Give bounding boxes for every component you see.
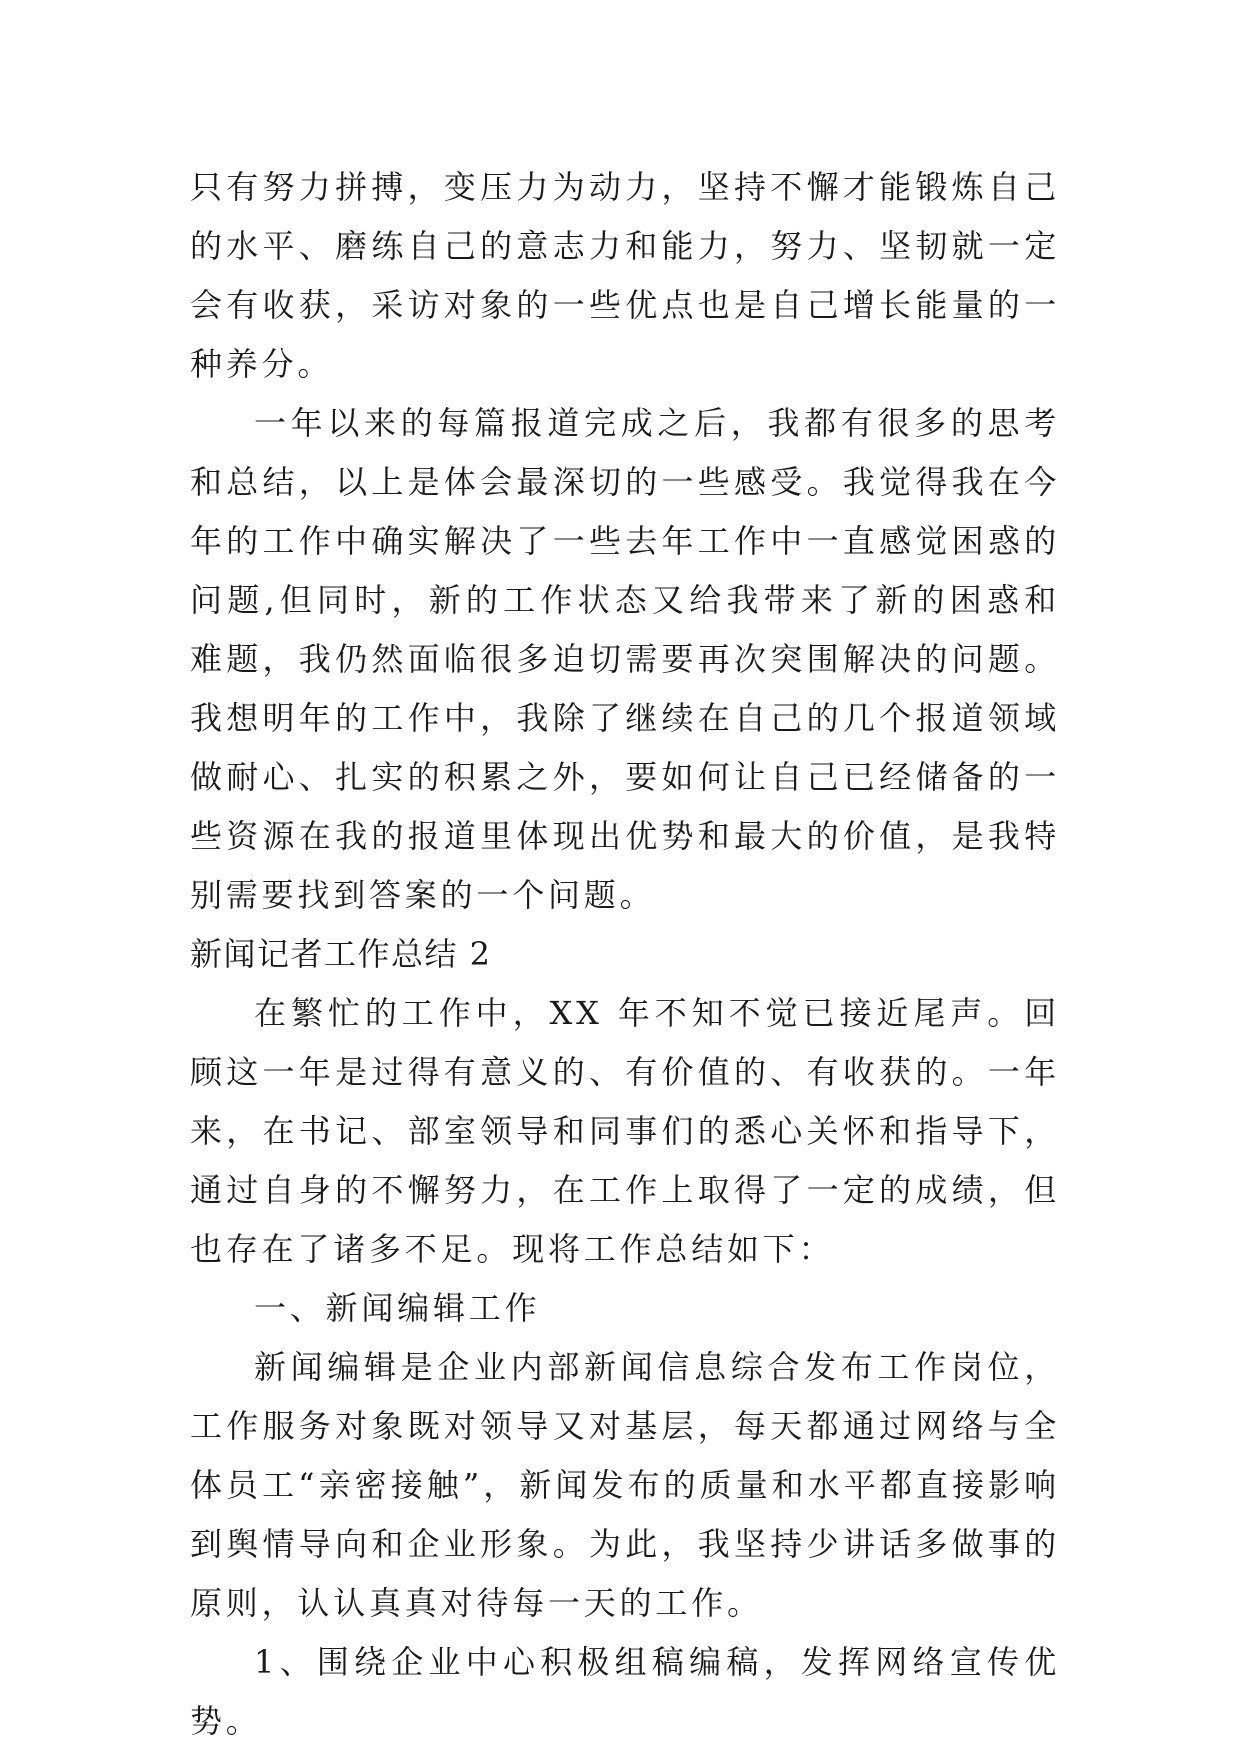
paragraph-reflection: 一年以来的每篇报道完成之后，我都有很多的思考和总结，以上是体会最深切的一些感受。我觉得我在今年的工作中确实解决了一些去年工作中一直感觉困惑的问题,但同时，新的工作状态又给我带来了新的困惑和难题，我仍然面临很多迫切需要再次突围解决的问题。我想明年的工作中，我除了继续在自己的几个报道领域做耐心、扎实的积累之外，要如何让自己已经储备的一些资源在我的报道里体现出优势和最大的价值，是我特别需要找到答案的一个问题。 <box>190 404 1060 914</box>
section-title: 新闻记者工作总结 2 <box>190 935 492 973</box>
paragraph-news-editing: 新闻编辑是企业内部新闻信息综合发布工作岗位，工作服务对象既对领导又对基层，每天都通过网络与全体员工“亲密接触”，新闻发布的质量和水平都直接影响到舆情导向和企业形象。为此，我坚持少讲话多做事的原则，认认真真对待每一天的工作。 <box>190 1348 1060 1622</box>
paragraph-intro: 在繁忙的工作中，XX 年不知不觉已接近尾声。回顾这一年是过得有意义的、有价值的、有收获的。一年来，在书记、部室领导和同事们的悉心关怀和指导下，通过自身的不懈努力，在工作上取得了一定的成绩，但也存在了诸多不足。现将工作总结如下： <box>190 994 1060 1268</box>
document-body <box>190 158 1060 1751</box>
list-item-1: 1、围绕企业中心积极组稿编稿，发挥网络宣传优势。 <box>190 1643 1060 1740</box>
subheading-news-editing: 一、新闻编辑工作 <box>254 1289 541 1327</box>
paragraph-closing-previous: 只有努力拼搏，变压力为动力，坚持不懈才能锻炼自己的水平、磨练自己的意志力和能力，努力、坚韧就一定会有收获，采访对象的一些优点也是自己增长能量的一种养分。 <box>190 168 1060 383</box>
